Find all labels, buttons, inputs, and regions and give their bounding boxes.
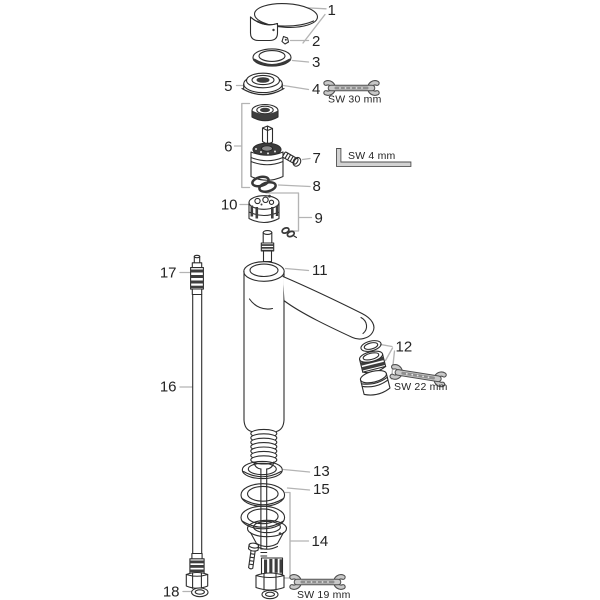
handle-assembly (251, 2, 319, 44)
tool-label-sw30: SW 30 mm (328, 93, 382, 106)
center-hose-end (256, 549, 284, 599)
callout-11: 11 (312, 262, 328, 279)
callout-1: 1 (327, 2, 336, 19)
tool-size-labels (297, 94, 448, 600)
callout-10: 10 (220, 196, 238, 214)
callout-16: 16 (159, 378, 177, 396)
leader-bracket-14 (285, 493, 309, 579)
valve-base (249, 195, 279, 223)
callout-2: 2 (312, 33, 321, 50)
center-hose-nut (256, 573, 284, 590)
callout-15: 15 (313, 481, 330, 498)
leader-7 (303, 159, 311, 160)
callout-13: 13 (313, 463, 330, 480)
retainer-clip (281, 227, 296, 238)
callout-14: 14 (311, 533, 329, 550)
tool-label-sw4: SW 4 mm (348, 150, 396, 162)
o-ring-upper (241, 484, 285, 507)
callout-8: 8 (312, 178, 321, 195)
callout-17: 17 (159, 264, 177, 282)
cartridge-body (251, 152, 283, 180)
wrench-sw19-icon (292, 577, 343, 587)
leader-13 (284, 470, 310, 473)
cartridge-assembly (251, 105, 283, 181)
callout-5: 5 (224, 78, 233, 95)
tool-label-sw22: SW 22 mm (394, 381, 448, 393)
leader-11 (286, 269, 309, 271)
callout-7: 7 (312, 150, 321, 167)
callout-9: 9 (314, 210, 323, 227)
supply-hose (186, 255, 208, 596)
aerator-assembly (358, 339, 390, 398)
mounting-screw (246, 543, 259, 570)
callout-4: 4 (312, 81, 321, 98)
hose-connector (192, 263, 201, 268)
wrench-sw30-icon (326, 83, 377, 93)
spout (283, 277, 374, 339)
callout-18: 18 (162, 583, 180, 600)
fixing-screw (282, 150, 303, 167)
hose-tube (193, 295, 202, 554)
o-ring-lower (241, 506, 285, 529)
callout-12: 12 (395, 338, 413, 356)
escutcheon-ring (253, 49, 291, 66)
leader-bracket-6 (235, 104, 250, 188)
leader-8 (279, 185, 311, 187)
leader-4 (284, 86, 309, 90)
cartridge-retaining-nut (242, 73, 284, 95)
leader-3 (293, 61, 309, 63)
tool-label-sw19: SW 19 mm (297, 589, 351, 600)
leader-15 (288, 488, 310, 490)
callout-3: 3 (312, 54, 321, 71)
callout-6: 6 (224, 138, 233, 156)
handle-screw-hole (272, 29, 274, 31)
